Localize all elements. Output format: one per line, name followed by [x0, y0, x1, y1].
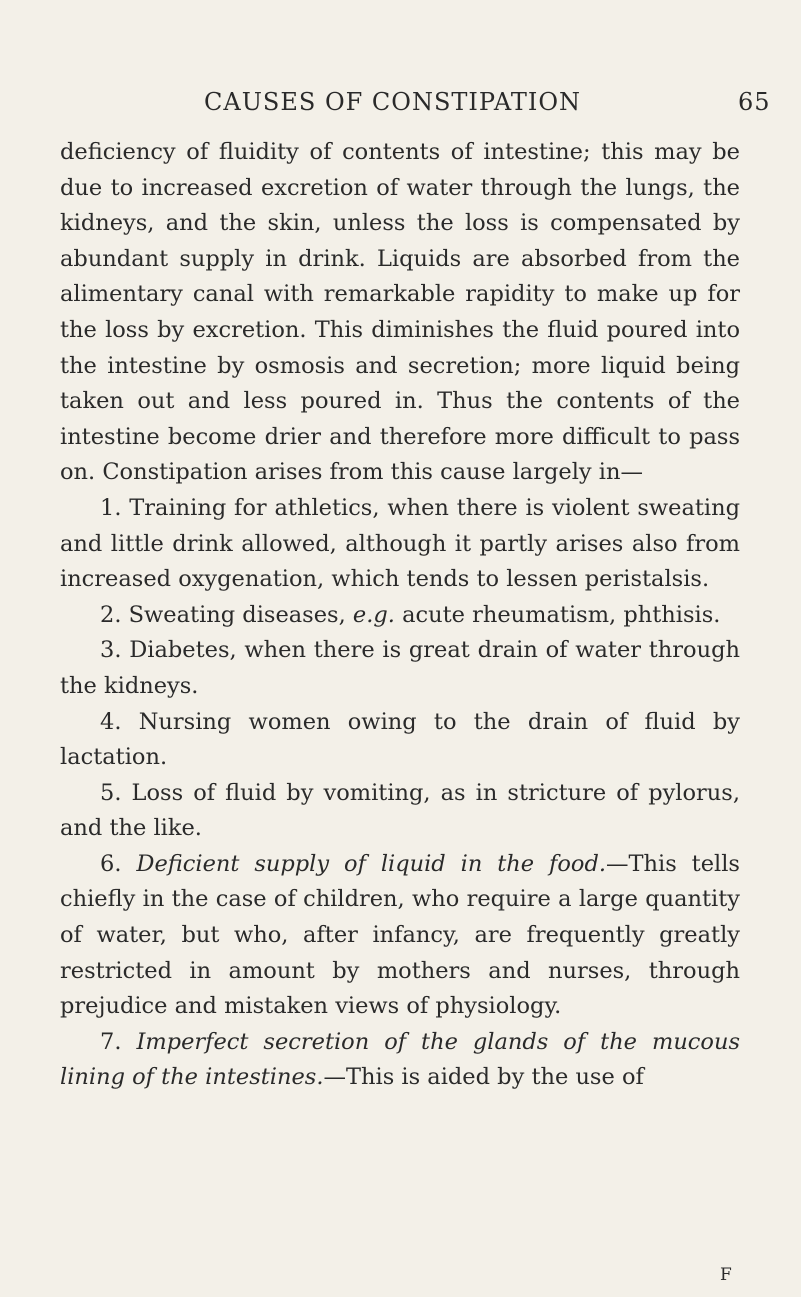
list-item-1: 1. Training for athletics, when there is violent sweating and little drink allowed, although it partly arises also from increased oxygenation, which tends to lessen peristalsis. [60, 494, 740, 593]
item-6-number: 6. [100, 850, 137, 877]
list-item-6 [60, 847, 740, 1025]
running-title: CAUSES OF CONSTIPATION [204, 88, 582, 116]
signature-mark: F [720, 1265, 732, 1285]
body-text [60, 135, 740, 1096]
item-7-number: 7. [100, 1028, 137, 1055]
item-7-heading: Imperfect secretion of the glands of the mucous lining of the intestines. [60, 1028, 740, 1091]
list-item-7 [60, 1025, 740, 1096]
running-header [0, 88, 801, 124]
list-item-2 [60, 598, 740, 634]
item-2-text: 2. Sweating diseases, [100, 601, 353, 628]
list-item-5: 5. Loss of fluid by vomiting, as in stricture of pylorus, and the like. [60, 779, 740, 842]
paragraph: deficiency of fluidity of contents of intestine; this may be due to increased excretion of water through the lungs, the kidneys, and the skin, unless the loss is compensated by abundant supply in drink. Liquids are absorbed from the alimentary canal with remarkable rapidity to make up for the loss by excretion. This diminishes the fluid poured into the intestine by osmosis and secretion; more liquid being taken out and less poured in. Thus the contents of the intestine become drier and therefore more difficult to pass on. Constipation arises from this cause largely in— [60, 139, 740, 486]
item-2-rest: acute rheumatism, phthisis. [394, 601, 721, 628]
item-7-text: —This is aided by the use of [323, 1064, 644, 1091]
item-6-heading: Deficient supply of liquid in the food. [136, 850, 607, 877]
item-2-eg: e.g. [352, 601, 395, 628]
list-item-3: 3. Diabetes, when there is great drain of water through the kidneys. [60, 637, 740, 699]
item-6-text: —This tells chiefly in the case of children, who require a large quantity of water, but who, after infancy, are frequently greatly restricted in amount by mothers and nurses, through prejudice and mistaken views of physiology. [60, 850, 740, 1020]
page-number: 65 [738, 88, 771, 116]
list-item-4: 4. Nursing women owing to the drain of fluid by lactation. [60, 708, 740, 771]
